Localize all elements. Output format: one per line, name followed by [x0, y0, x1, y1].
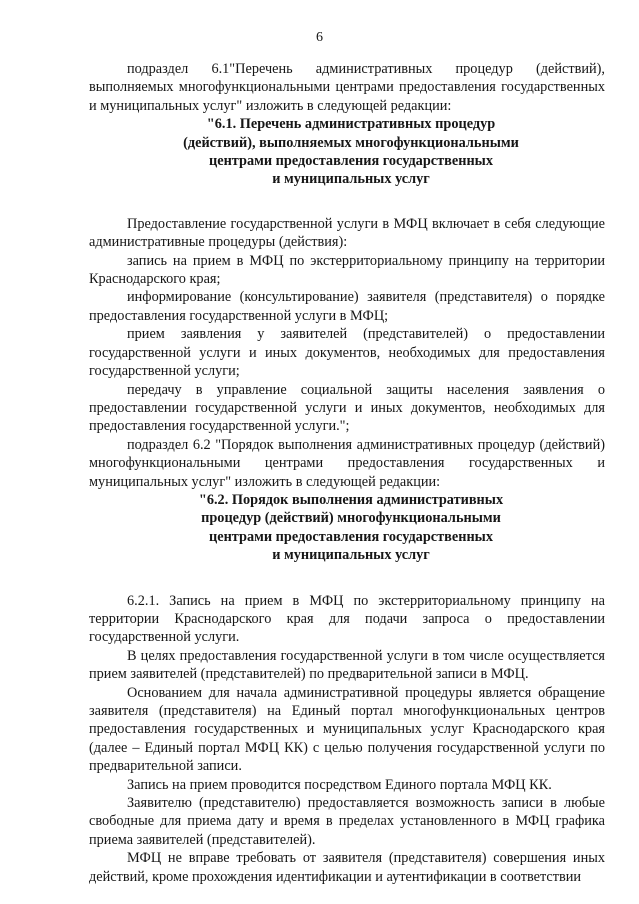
paragraph-subsection-6-1-intro: подраздел 6.1"Перечень административных процедур (действий), выполняемых многофункциональными центрами предоставления государственных и муниципальных услуг" изложить в следующей редакции: — [89, 61, 605, 114]
paragraph: прием заявления у заявителей (представителей) о предоставлении государственной услуги и иных документов, необходимых для предоставления государственной услуги; — [89, 326, 605, 380]
heading-line: центрами предоставления государственных — [208, 153, 493, 170]
paragraph: Предоставление государственной услуги в МФЦ включает в себя следующие административные процедуры (действия): — [89, 215, 605, 251]
heading-line: и муниципальных услуг — [272, 547, 430, 564]
document-body — [89, 60, 605, 886]
paragraph: запись на прием в МФЦ по экстерриториальному принципу на территории Краснодарского края; — [89, 252, 605, 288]
paragraph: Заявителю (представителю) предоставляется возможность записи в любые свободные для приема дату и время в пределах установленного в МФЦ графика приема заявителей (представителей). — [89, 795, 605, 848]
paragraph: В целях предоставления государственной услуги в том числе осуществляется прием заявителей (представителей) по предварительной записи в МФЦ. — [89, 647, 605, 683]
spacer — [89, 189, 605, 215]
heading-6-2 — [89, 491, 605, 565]
paragraph: Запись на прием проводится посредством Единого портала МФЦ КК. — [127, 776, 552, 793]
paragraph: МФЦ не вправе требовать от заявителя (представителя) совершения иных действий, кроме прохождения идентификации и аутентификации в соответствии — [89, 850, 605, 885]
heading-line: "6.2. Порядок выполнения административных — [198, 491, 504, 508]
paragraph: передачу в управление социальной защиты населения заявления о предоставлении государственной услуги и иных документов, необходимых для предоставления государственной услуги."; — [89, 381, 605, 435]
spacer — [89, 565, 605, 592]
heading-line: (действий), выполняемых многофункциональными — [183, 134, 519, 151]
heading-line: центрами предоставления государственных — [208, 528, 493, 545]
heading-6-1 — [89, 115, 605, 189]
paragraph: информирование (консультирование) заявителя (представителя) о порядке предоставления государственной услуги в МФЦ; — [89, 289, 605, 324]
paragraph: 6.2.1. Запись на прием в МФЦ по экстерриториальному принципу на территории Краснодарского края для подачи запроса о предоставлении государственной услуги. — [89, 592, 605, 646]
heading-line: "6.1. Перечень административных процедур — [206, 116, 496, 133]
heading-line: процедур (действий) многофункциональными — [201, 510, 501, 527]
paragraph: Основанием для начала административной процедуры является обращение заявителя (представителя) на Единый портал многофункциональных центров предоставления государственных и муниципальных услуг Краснодарского края (далее – Единый портал МФЦ КК) с целью получения государственной услуги по предварительной записи. — [89, 684, 605, 775]
paragraph-subsection-6-2-intro: подраздел 6.2 "Порядок выполнения административных процедур (действий) многофункциональными центрами предоставления государственных и муниципальных услуг" изложить в следующей редакции: — [89, 436, 605, 490]
page-number: 6 — [316, 30, 323, 45]
heading-line: и муниципальных услуг — [272, 171, 430, 188]
